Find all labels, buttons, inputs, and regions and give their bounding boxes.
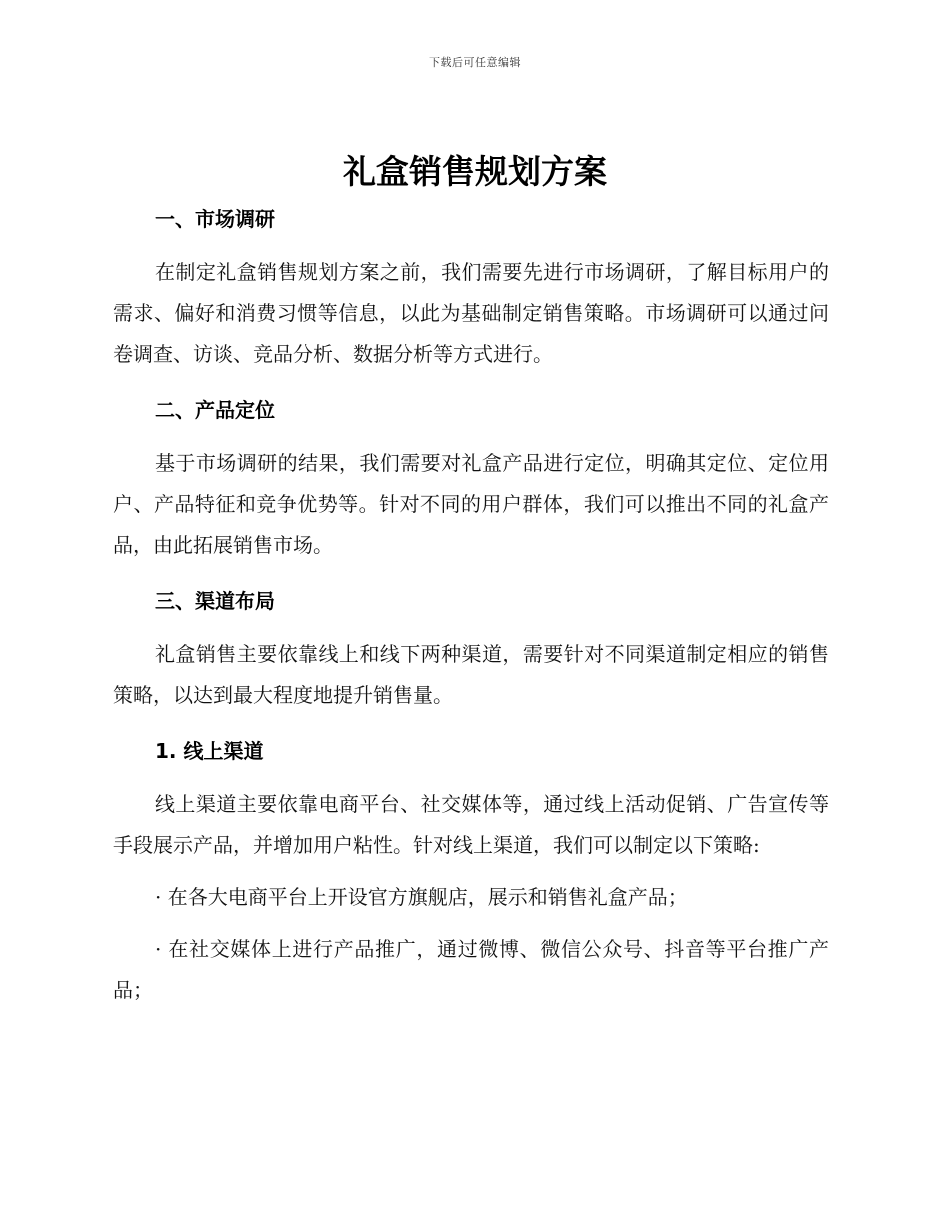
section-paragraph-online-channel: 线上渠道主要依靠电商平台、社交媒体等，通过线上活动促销、广告宣传等手段展示产品，并增加用户粘性。针对线上渠道，我们可以制定以下策略: [113, 792, 829, 857]
section-paragraph-market-research: 在制定礼盒销售规划方案之前，我们需要先进行市场调研，了解目标用户的需求、偏好和消费习惯等信息，以此为基础制定销售策略。市场调研可以通过问卷调查、访谈、竞品分析、数据分析等方式进行。 [113, 260, 829, 366]
section-heading-online-channel: 1. 线上渠道 [155, 739, 264, 763]
list-item: · 在各大电商平台上开设官方旗舰店，展示和销售礼盒产品； [155, 885, 688, 909]
section-heading-channel-layout: 三、渠道布局 [155, 589, 275, 613]
list-item: · 在社交媒体上进行产品推广，通过微博、微信公众号、抖音等平台推广产品； [113, 937, 829, 1002]
section-heading-market-research: 一、市场调研 [155, 207, 275, 231]
document-body [113, 202, 829, 1011]
document-title: 礼盒销售规划方案 [343, 152, 607, 191]
section-heading-product-positioning: 二、产品定位 [155, 398, 275, 422]
header-note: 下载后可任意编辑 [429, 56, 521, 69]
section-paragraph-channel-layout: 礼盒销售主要依靠线上和线下两种渠道，需要针对不同渠道制定相应的销售策略，以达到最大程度地提升销售量。 [113, 642, 829, 707]
section-paragraph-product-positioning: 基于市场调研的结果，我们需要对礼盒产品进行定位，明确其定位、定位用户、产品特征和竞争优势等。针对不同的用户群体，我们可以推出不同的礼盒产品，由此拓展销售市场。 [113, 451, 829, 557]
